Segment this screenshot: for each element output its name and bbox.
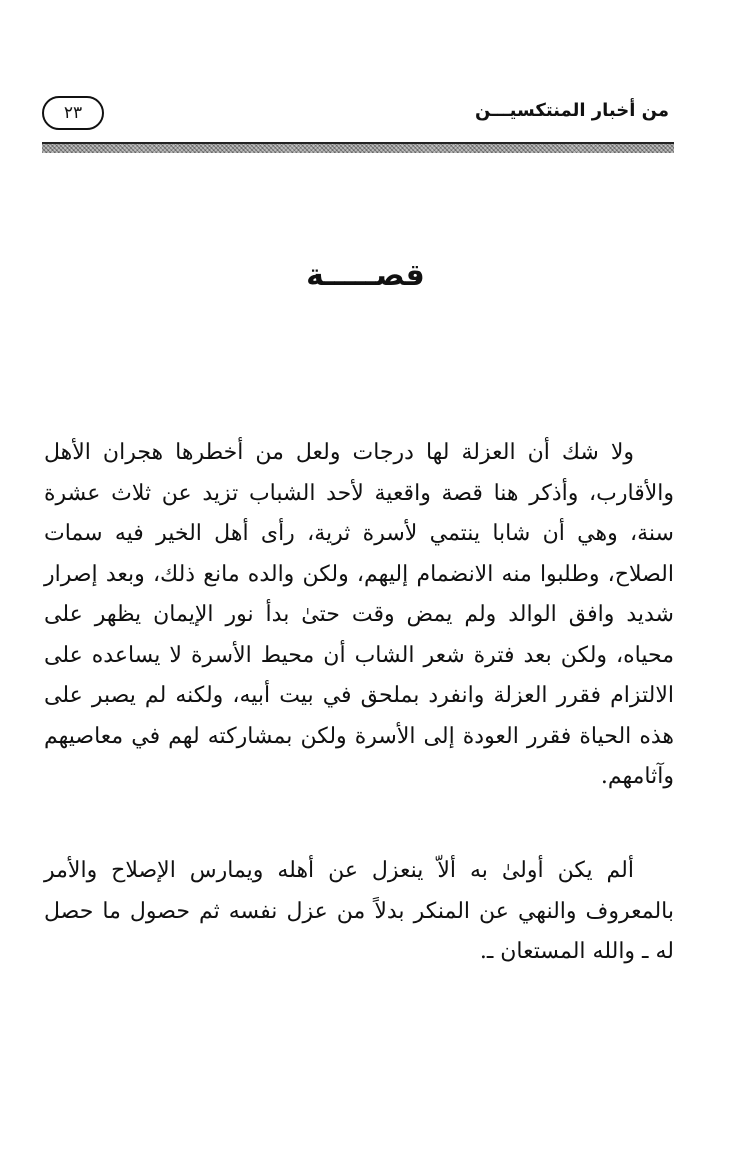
running-title: من أخبار المنتكسيـــن (475, 100, 669, 121)
story-heading: قصـــــة (306, 258, 425, 293)
header-rule (42, 142, 674, 153)
page-number: ٢٣ (42, 96, 104, 130)
story-paragraph-1: ولا شك أن العزلة لها درجات ولعل من أخطرها هجران الأهل والأقارب، وأذكر هنا قصة واقعية لأحد الشباب تزيد عن ثلاث عشرة سنة، وهي أن شابا ينتمي لأسرة ثرية، رأى أهل الخير فيه سمات الصلاح، وطلبوا منه الانضمام إليهم، ولكن والده مانع ذلك، وبعد إصرار شديد وافق الوالد ولم يمض وقت حتىٰ بدأ نور الإيمان يظهر على محياه، ولكن بعد فترة شعر الشاب أن محيط الأسرة لا يساعده على الالتزام فقرر العزلة وانفرد بملحق في بيت أبيه، ولكنه لم يصبر على هذه الحياة فقرر العودة إلى الأسرة ولكن بمشاركته لهم في معاصيهم وآثامهم. (44, 440, 674, 789)
story-paragraph-2: ألم يكن أولىٰ به ألاّ ينعزل عن أهله ويمارس الإصلاح والأمر بالمعروف والنهي عن المنكر بدلاً من عزل نفسه ثم حصول ما حصل له ـ والله المستعان ـ. (44, 858, 674, 964)
